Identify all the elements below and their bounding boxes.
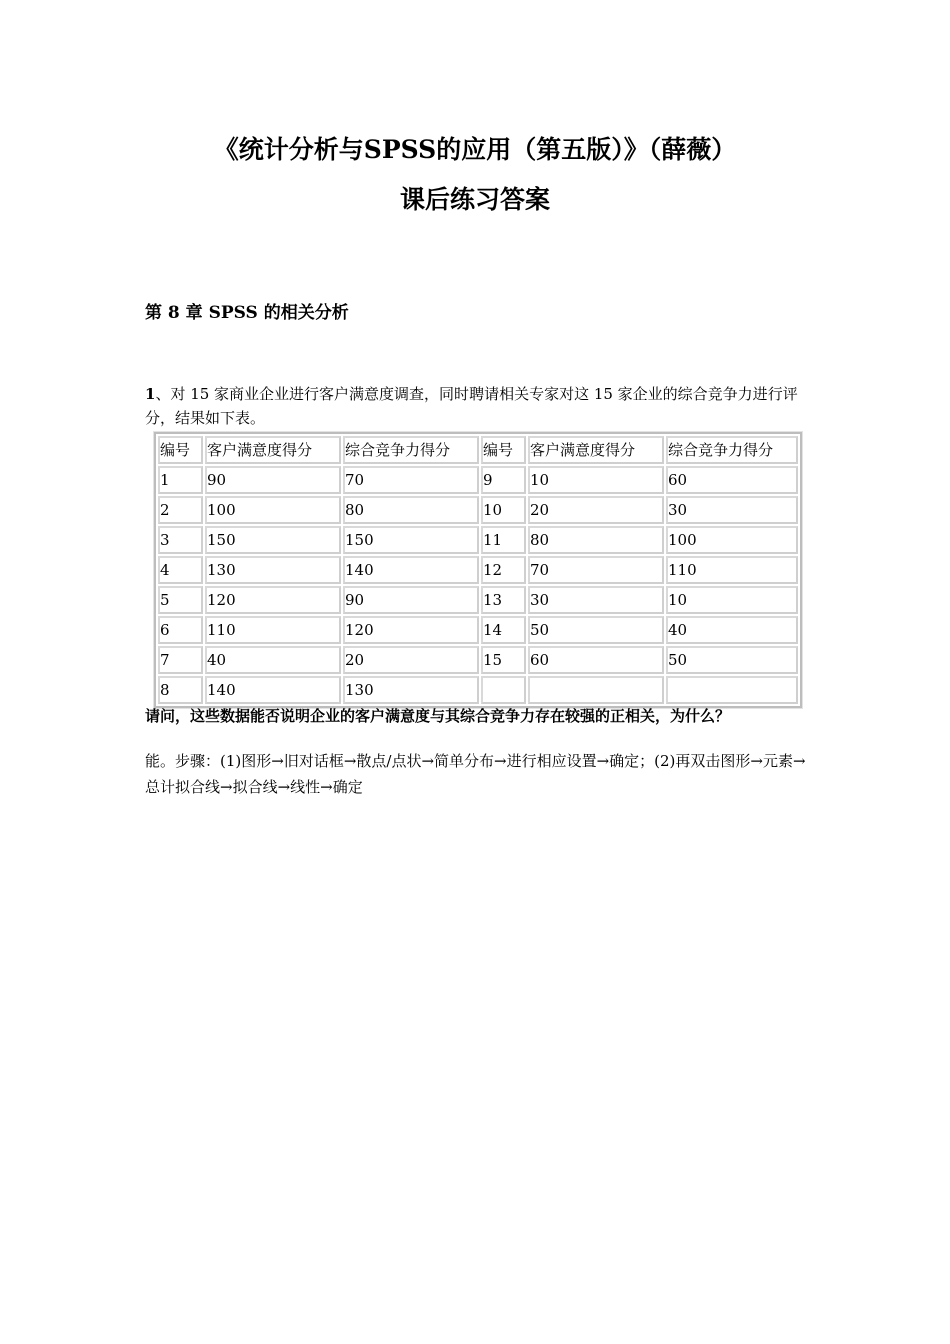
document-subtitle: 课后练习答案 bbox=[399, 185, 550, 214]
header-cell: 编号 bbox=[481, 436, 526, 464]
table-cell: 150 bbox=[343, 526, 479, 554]
data-table bbox=[154, 432, 802, 708]
table-row bbox=[158, 586, 798, 614]
header-cell: 编号 bbox=[158, 436, 203, 464]
header-cell: 综合竞争力得分 bbox=[343, 436, 479, 464]
table-row bbox=[158, 466, 798, 494]
table-cell: 110 bbox=[205, 616, 341, 644]
table-cell: 130 bbox=[205, 556, 341, 584]
table-cell: 13 bbox=[481, 586, 526, 614]
table-cell: 10 bbox=[481, 496, 526, 524]
table-row bbox=[158, 526, 798, 554]
table-cell: 80 bbox=[343, 496, 479, 524]
data-table-body bbox=[158, 436, 798, 704]
table-cell: 130 bbox=[343, 676, 479, 704]
table-cell: 10 bbox=[666, 586, 798, 614]
table-cell: 7 bbox=[158, 646, 203, 674]
table-cell: 20 bbox=[343, 646, 479, 674]
table-cell: 30 bbox=[666, 496, 798, 524]
answer-text: 能。步骤：(1)图形→旧对话框→散点/点状→简单分布→进行相应设置→确定；(2)再双击图形→元素→总计拟合线→拟合线→线性→确定 bbox=[145, 752, 806, 796]
table-cell: 15 bbox=[481, 646, 526, 674]
table-row bbox=[158, 616, 798, 644]
table-cell: 150 bbox=[205, 526, 341, 554]
table-cell: 11 bbox=[481, 526, 526, 554]
table-cell: 70 bbox=[528, 556, 664, 584]
document-title: 《统计分析与SPSS的应用（第五版）》（薛薇） bbox=[213, 135, 737, 164]
table-cell bbox=[481, 676, 526, 704]
table-cell: 40 bbox=[666, 616, 798, 644]
table-cell: 90 bbox=[343, 586, 479, 614]
table-cell: 100 bbox=[666, 526, 798, 554]
table-row bbox=[158, 676, 798, 704]
table-cell: 4 bbox=[158, 556, 203, 584]
table-row bbox=[158, 646, 798, 674]
table-cell: 50 bbox=[666, 646, 798, 674]
table-cell: 80 bbox=[528, 526, 664, 554]
table-cell: 140 bbox=[343, 556, 479, 584]
table-cell: 110 bbox=[666, 556, 798, 584]
table-cell bbox=[528, 676, 664, 704]
table-cell: 60 bbox=[666, 466, 798, 494]
table-cell: 10 bbox=[528, 466, 664, 494]
header-cell: 客户满意度得分 bbox=[528, 436, 664, 464]
chapter-heading: 第 8 章 SPSS 的相关分析 bbox=[145, 303, 349, 323]
question-text bbox=[145, 382, 810, 430]
table-cell: 140 bbox=[205, 676, 341, 704]
table-cell: 50 bbox=[528, 616, 664, 644]
table-row bbox=[158, 496, 798, 524]
table-cell: 40 bbox=[205, 646, 341, 674]
table-cell: 12 bbox=[481, 556, 526, 584]
header-cell: 综合竞争力得分 bbox=[666, 436, 798, 464]
table-row bbox=[158, 556, 798, 584]
table-cell: 9 bbox=[481, 466, 526, 494]
table-cell: 2 bbox=[158, 496, 203, 524]
table-cell: 60 bbox=[528, 646, 664, 674]
table-cell: 14 bbox=[481, 616, 526, 644]
table-cell: 20 bbox=[528, 496, 664, 524]
question-number: 1 bbox=[145, 385, 156, 403]
table-header-row bbox=[158, 436, 798, 464]
table-cell: 30 bbox=[528, 586, 664, 614]
table-cell: 1 bbox=[158, 466, 203, 494]
table-cell: 120 bbox=[205, 586, 341, 614]
table-cell: 6 bbox=[158, 616, 203, 644]
question-prompt: 请问，这些数据能否说明企业的客户满意度与其综合竞争力存在较强的正相关，为什么？ bbox=[145, 707, 731, 725]
question-body: 、对 15 家商业企业进行客户满意度调查，同时聘请相关专家对这 15 家企业的综合竞争力进行评分，结果如下表。 bbox=[145, 385, 798, 427]
table-cell: 8 bbox=[158, 676, 203, 704]
table-cell: 3 bbox=[158, 526, 203, 554]
table-cell: 70 bbox=[343, 466, 479, 494]
table-cell: 120 bbox=[343, 616, 479, 644]
header-cell: 客户满意度得分 bbox=[205, 436, 341, 464]
table-cell: 100 bbox=[205, 496, 341, 524]
table-cell: 90 bbox=[205, 466, 341, 494]
table-cell: 5 bbox=[158, 586, 203, 614]
table-cell bbox=[666, 676, 798, 704]
